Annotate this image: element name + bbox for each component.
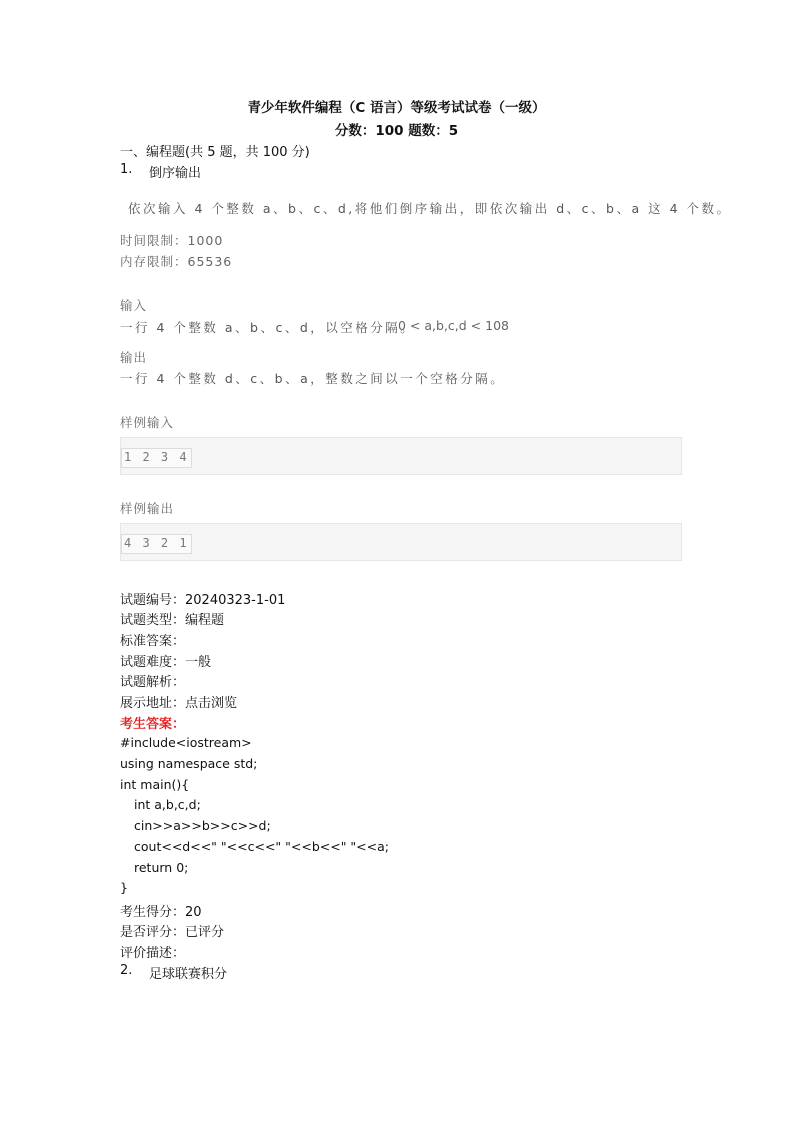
input-heading: 输入 [120, 298, 148, 313]
input-range: 0 < a,b,c,d < 108 [398, 318, 509, 333]
sample-input-code: 1 2 3 4 [121, 448, 192, 468]
output-description: 一行 4 个整数 d、c、b、a，整数之间以一个空格分隔。 [120, 371, 506, 386]
exam-subtitle: 分数：100 题数：5 [334, 123, 459, 139]
sample-input-label: 样例输入 [120, 415, 175, 430]
code-line: } [120, 880, 128, 895]
sample-output-label: 样例输出 [120, 501, 175, 516]
question-1-description: 依次输入 4 个整数 a、b、c、d,将他们倒序输出，即依次输出 d、c、b、a 这 4 个数。 [128, 201, 732, 216]
sample-output-box [120, 523, 682, 561]
question-1-number: 1. [120, 162, 133, 177]
memory-limit: 内存限制：65536 [120, 254, 233, 269]
analysis: 试题解析： [120, 675, 186, 690]
exam-title: 青少年软件编程（C 语言）等级考试试卷（一级） [247, 100, 546, 116]
question-id: 试题编号：20240323-1-01 [120, 593, 286, 608]
sample-input-box [120, 437, 682, 475]
code-line: return 0; [134, 860, 189, 875]
time-limit: 时间限制：1000 [120, 233, 224, 248]
code-line: #include<iostream> [120, 735, 252, 750]
standard-answer: 标准答案： [120, 634, 186, 649]
sample-output-code: 4 3 2 1 [121, 534, 192, 554]
graded-status: 是否评分：已评分 [120, 925, 225, 940]
difficulty: 试题难度：一般 [120, 655, 212, 670]
code-line: cout<<d<<" "<<c<<" "<<b<<" "<<a; [134, 839, 390, 854]
question-1-title: 倒序输出 [149, 166, 202, 181]
output-heading: 输出 [120, 350, 148, 365]
code-line: int main(){ [120, 777, 190, 792]
code-line: cin>>a>>b>>c>>d; [134, 818, 271, 833]
question-2-number: 2. [120, 963, 133, 978]
display-link[interactable]: 展示地址：点击浏览 [120, 696, 238, 711]
answer-label: 考生答案： [120, 717, 186, 732]
input-description: 一行 4 个整数 a、b、c、d，以空格分隔。 [120, 320, 416, 335]
evaluation-comment: 评价描述： [120, 946, 186, 961]
candidate-score: 考生得分：20 [120, 905, 202, 920]
question-2-title: 足球联赛积分 [149, 967, 228, 982]
code-line: using namespace std; [120, 756, 258, 771]
question-type: 试题类型：编程题 [120, 613, 225, 628]
section-heading: 一、编程题(共 5 题，共 100 分) [120, 145, 310, 160]
code-line: int a,b,c,d; [134, 797, 201, 812]
